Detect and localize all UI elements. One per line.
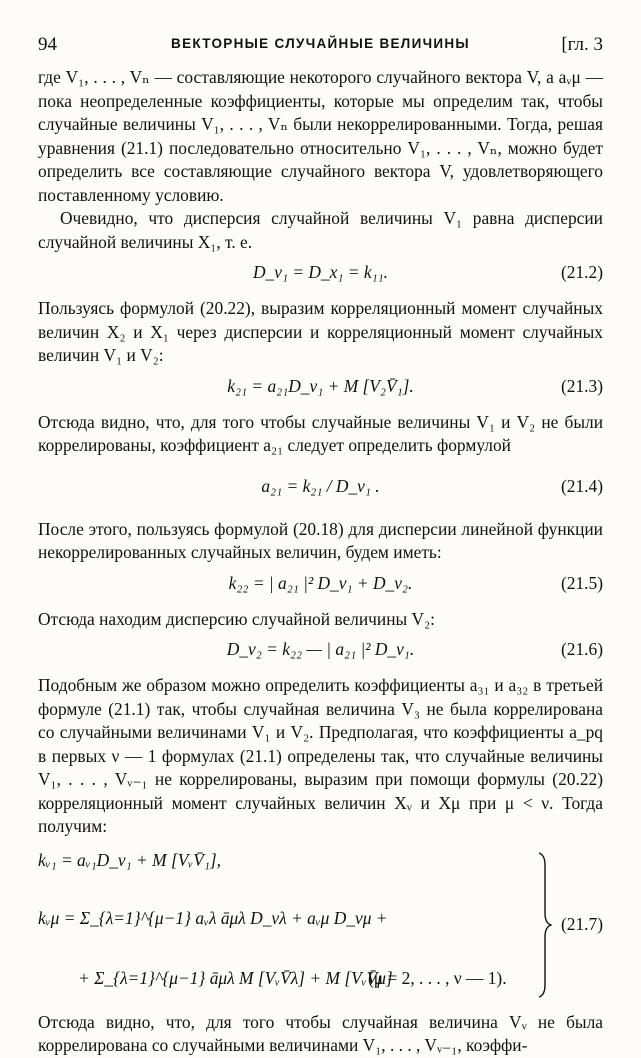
paragraph-5: После этого, пользуясь формулой (20.18) для дисперсии линейной функции некоррелированных случайных величин, будем иметь:	[38, 518, 603, 562]
paragraph-4: Отсюда видно, что, для того чтобы случайные величины V₁ и V₂ не были коррелированы, коэффициент a₂₁ следует определить формулой	[38, 411, 603, 455]
running-header	[38, 34, 603, 58]
paragraph-3: Пользуясь формулой (20.22), выразим корреляционный момент случайных величин X₂ и X₁ через дисперсии и корреляционный момент случайных величин V₁ и V₂:	[38, 298, 603, 365]
paragraph-8: Отсюда видно, что, для того чтобы случайная величина Vᵥ не была коррелирована со случайными величинами V₁, . . . , Vᵥ₋₁, коэффи-	[38, 1011, 603, 1055]
equation-number: (21.3)	[560, 375, 603, 396]
system-line-2: kᵥμ = Σ_{λ=1}^{μ−1} aᵥλ āμλ D_vλ + aᵥμ D_vμ +	[38, 907, 388, 928]
equation-system-21-7	[38, 845, 603, 1003]
equation-21-3	[38, 375, 603, 402]
system-line-1: kᵥ₁ = aᵥ₁D_v₁ + M [VᵥV̄₁],	[38, 849, 221, 870]
chapter-marker: [гл. 3	[561, 34, 603, 55]
paragraph-2: Очевидно, что дисперсия случайной величины V₁ равна дисперсии случайной величины X₁, т. е.	[38, 208, 603, 252]
equation-number: (21.2)	[560, 262, 603, 282]
system-condition: (μ = 2, . . . , ν — 1).	[368, 967, 507, 988]
equation-number: (21.6)	[560, 639, 603, 659]
right-brace-icon	[538, 851, 552, 999]
equation-21-2	[38, 261, 603, 288]
equation-21-4	[38, 465, 603, 509]
equation-number: (21.7)	[560, 913, 603, 934]
page-body	[38, 66, 603, 1058]
equation-formula: a₂₁ = k₂₁ / D_v₁ .	[261, 475, 380, 496]
equation-formula: k₂₁ = a₂₁D_v₁ + M [V₂V̄₁].	[227, 375, 414, 396]
equation-21-5	[38, 572, 603, 599]
equation-formula: k₂₂ = | a₂₁ |² D_v₁ + D_v₂.	[228, 572, 413, 593]
paragraph-7: Подобным же образом можно определить коэффициенты a₃₁ и a₃₂ в третьей формуле (21.1) так, чтобы случайная величина V₃ не была коррелирована со случайными величинами V₁ и V₂. Предполагая, что коэффициенты a_pq в первых ν — 1 формулах (21.1) определены так, что случайные величины V₁, . . . , Vᵥ₋₁ не коррелированы, выразим при помощи формулы (20.22) корреляционный момент случайных величин Xᵥ и Xμ при μ < ν. Тогда получим:	[38, 675, 603, 836]
equation-number: (21.5)	[560, 572, 603, 593]
page-number: 94	[38, 34, 57, 55]
paragraph-6: Отсюда находим дисперсию случайной величины V₂:	[38, 608, 436, 629]
equation-formula: D_v₁ = D_x₁ = k₁₁.	[252, 262, 389, 282]
paragraph-1: где V₁, . . . , Vₙ — составляющие некоторого случайного вектора V, а aᵥμ — пока неопределенные коэффициенты, которые мы определим так, чтобы случайные величины V₁, . . . , Vₙ были некоррелированными. Тогда, решая уравнения (21.1) последовательно относительно V₁, . . . , Vₙ, можно будет определить все составляющие случайного вектора V, удовлетворяющего поставленному условию.	[38, 67, 603, 205]
equation-21-6	[38, 638, 603, 665]
running-title: ВЕКТОРНЫЕ СЛУЧАЙНЫЕ ВЕЛИЧИНЫ	[171, 36, 470, 51]
system-line-3: + Σ_{λ=1}^{μ−1} āμλ M [VᵥV̄λ] + M [VᵥV̄μ]	[78, 967, 393, 988]
equation-number: (21.4)	[560, 475, 603, 496]
equation-formula: D_v₂ = k₂₂ — | a₂₁ |² D_v₁.	[226, 639, 415, 659]
